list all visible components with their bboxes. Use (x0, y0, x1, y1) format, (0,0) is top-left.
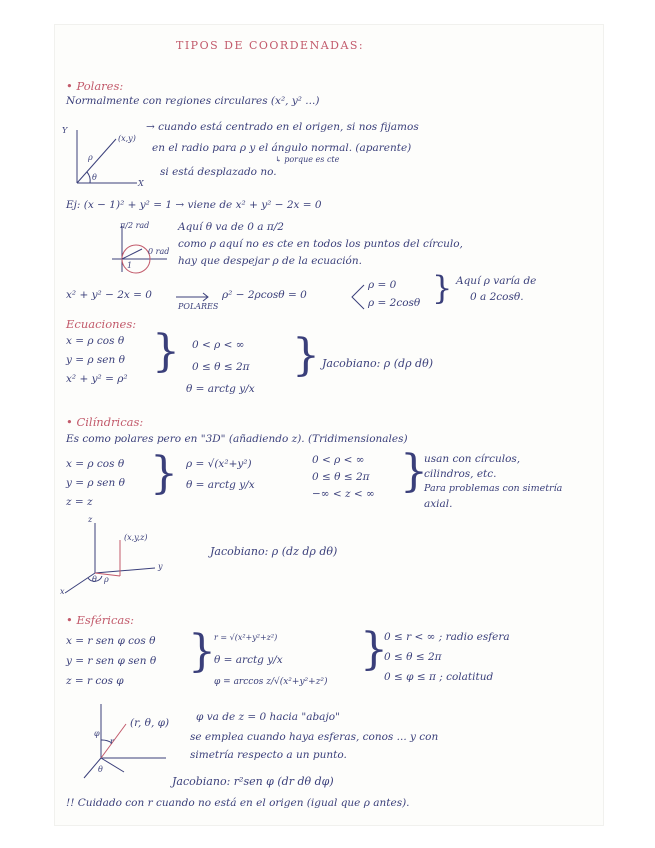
conversion-root-2: ρ = 2cosθ (368, 297, 421, 309)
example-note-3: hay que despejar ρ de la ecuación. (178, 255, 362, 267)
cyl-use-1: usan con círculos, (424, 453, 521, 465)
polar-fig-x: X (138, 179, 144, 188)
example-note-2: como ρ aquí no es cte en todos los puntos del círculo, (178, 238, 463, 250)
polar-eq-2: y = ρ sen θ (66, 354, 125, 366)
cilindricas-intro: Es como polares pero en "3D" (añadiendo z). (Tridimensionales) (66, 433, 408, 445)
sph-note-1: φ va de z = 0 hacia "abajo" (196, 711, 340, 723)
polar-range-2: 0 ≤ θ ≤ 2π (192, 361, 250, 373)
sph-jacobian: Jacobiano: r²sen φ (dr dθ dφ) (172, 775, 334, 788)
cyl-eq-brace: } (150, 448, 178, 499)
polar-jacobian: Jacobiano: ρ (dρ dθ) (322, 357, 433, 370)
conversion-left: x² + y² − 2x = 0 (66, 289, 152, 301)
polar-fig-point: (x,y) (118, 134, 136, 143)
cyl-fig-z: z (88, 515, 93, 524)
cilindricas-heading: • Cilíndricas: (66, 415, 144, 429)
cyl-def-2: θ = arctg y/x (186, 479, 255, 491)
conversion-split (350, 283, 366, 311)
sph-eq-2: y = r sen φ sen θ (66, 655, 157, 667)
esfericas-heading-text: Esféricas: (76, 613, 135, 627)
cyl-range-3: −∞ < z < ∞ (312, 488, 375, 500)
sph-def-2: θ = arctg y/x (214, 654, 283, 666)
cyl-fig-theta: θ (92, 575, 97, 584)
conversion-note-1: Aquí ρ varía de (456, 275, 537, 287)
sph-def-1: r = √(x²+y²+z²) (214, 633, 278, 642)
conversion-note-2: 0 a 2cosθ. (470, 291, 524, 303)
polar-fig-rho: ρ (88, 153, 93, 162)
sph-fig-r: r (110, 737, 114, 746)
cyl-fig-point: (x,y,z) (124, 533, 148, 542)
sph-range-2: 0 ≤ θ ≤ 2π (384, 651, 442, 663)
cyl-use-3: Para problemas con simetría (424, 483, 563, 494)
sph-def-3: φ = arccos z/√(x²+y²+z²) (214, 677, 328, 687)
example-fig-top-label: π/2 rad (120, 221, 150, 230)
cyl-eq-2: y = ρ sen θ (66, 477, 125, 489)
conversion-arrow (176, 292, 216, 302)
cyl-fig-x: x (60, 587, 65, 596)
polar-range-1: 0 < ρ < ∞ (192, 339, 245, 351)
page-title: TIPOS DE COORDENADAS: (176, 39, 365, 52)
polar-eq-1: x = ρ cos θ (66, 335, 125, 347)
cyl-def-1: ρ = √(x²+y²) (186, 458, 252, 470)
polar-range-brace: } (292, 330, 320, 381)
sph-eq-1: x = r sen φ cos θ (66, 635, 156, 647)
example-note-1: Aquí θ va de 0 a π/2 (178, 221, 284, 233)
polar-range-3: θ = arctg y/x (186, 383, 255, 395)
polar-fig-theta: θ (92, 173, 97, 182)
cyl-eq-1: x = ρ cos θ (66, 458, 125, 470)
conversion-root-1: ρ = 0 (368, 279, 397, 291)
cyl-fig-rho: ρ (104, 575, 109, 584)
polares-heading-text: Polares: (76, 79, 124, 93)
sph-fig-phi: φ (94, 729, 100, 738)
polar-fig-y: Y (62, 126, 68, 135)
cilindricas-heading-text: Cilíndricas: (76, 415, 144, 429)
cylindrical-axes-figure (60, 515, 170, 598)
cyl-range-2: 0 ≤ θ ≤ 2π (312, 471, 370, 483)
cyl-eq-3: z = z (66, 496, 93, 508)
spherical-axes-figure (76, 700, 176, 782)
polar-eq-3: x² + y² = ρ² (66, 373, 128, 385)
sph-range-1: 0 ≤ r < ∞ ; radio esfera (384, 631, 510, 643)
esfericas-heading: • Esféricas: (66, 613, 135, 627)
conversion-middle: ρ² − 2ρcosθ = 0 (222, 289, 307, 301)
polares-heading: • Polares: (66, 79, 124, 93)
cyl-jacobian: Jacobiano: ρ (dz dρ dθ) (210, 545, 338, 558)
example-fig-one: 1 (127, 261, 133, 270)
sph-range-3: 0 ≤ φ ≤ π ; colatitud (384, 671, 494, 683)
sph-note-2: se emplea cuando haya esferas, conos ... y con (190, 731, 439, 743)
cyl-use-2: cilindros, etc. (424, 468, 497, 480)
polares-note-2: en el radio para ρ y el ángulo normal. (aparente) (152, 142, 412, 154)
cyl-fig-y: y (158, 562, 163, 571)
polares-note-1: → cuando está centrado en el origen, si nos fijamos (146, 121, 419, 133)
sph-note-3: simetría respecto a un punto. (190, 749, 347, 761)
conversion-arrow-label: POLARES (178, 302, 219, 311)
polares-note-3: si está desplazado no. (160, 166, 277, 178)
equations-heading: Ecuaciones: (66, 317, 137, 331)
cyl-range-brace: } (400, 446, 428, 497)
sph-fig-theta: θ (98, 765, 103, 774)
sph-eq-3: z = r cos φ (66, 675, 124, 687)
conversion-brace: } (432, 269, 453, 307)
polares-example-equation: Ej: (x − 1)² + y² = 1 → viene de x² + y² − 2x = 0 (66, 199, 322, 211)
cyl-use-4: axial. (424, 498, 453, 510)
sph-fig-point: (r, θ, φ) (130, 717, 170, 729)
polares-intro: Normalmente con regiones circulares (x², y² ...) (66, 95, 320, 107)
polares-note-2b: ↳ porque es cte (275, 155, 340, 164)
sph-eq-brace: } (188, 626, 216, 677)
polar-eq-brace: } (152, 326, 180, 377)
sph-def-brace: } (360, 624, 388, 675)
sph-warning: !! Cuidado con r cuando no está en el origen (igual que ρ antes). (66, 797, 410, 809)
cyl-range-1: 0 < ρ < ∞ (312, 454, 365, 466)
example-fig-right-label: 0 rad (148, 247, 170, 256)
